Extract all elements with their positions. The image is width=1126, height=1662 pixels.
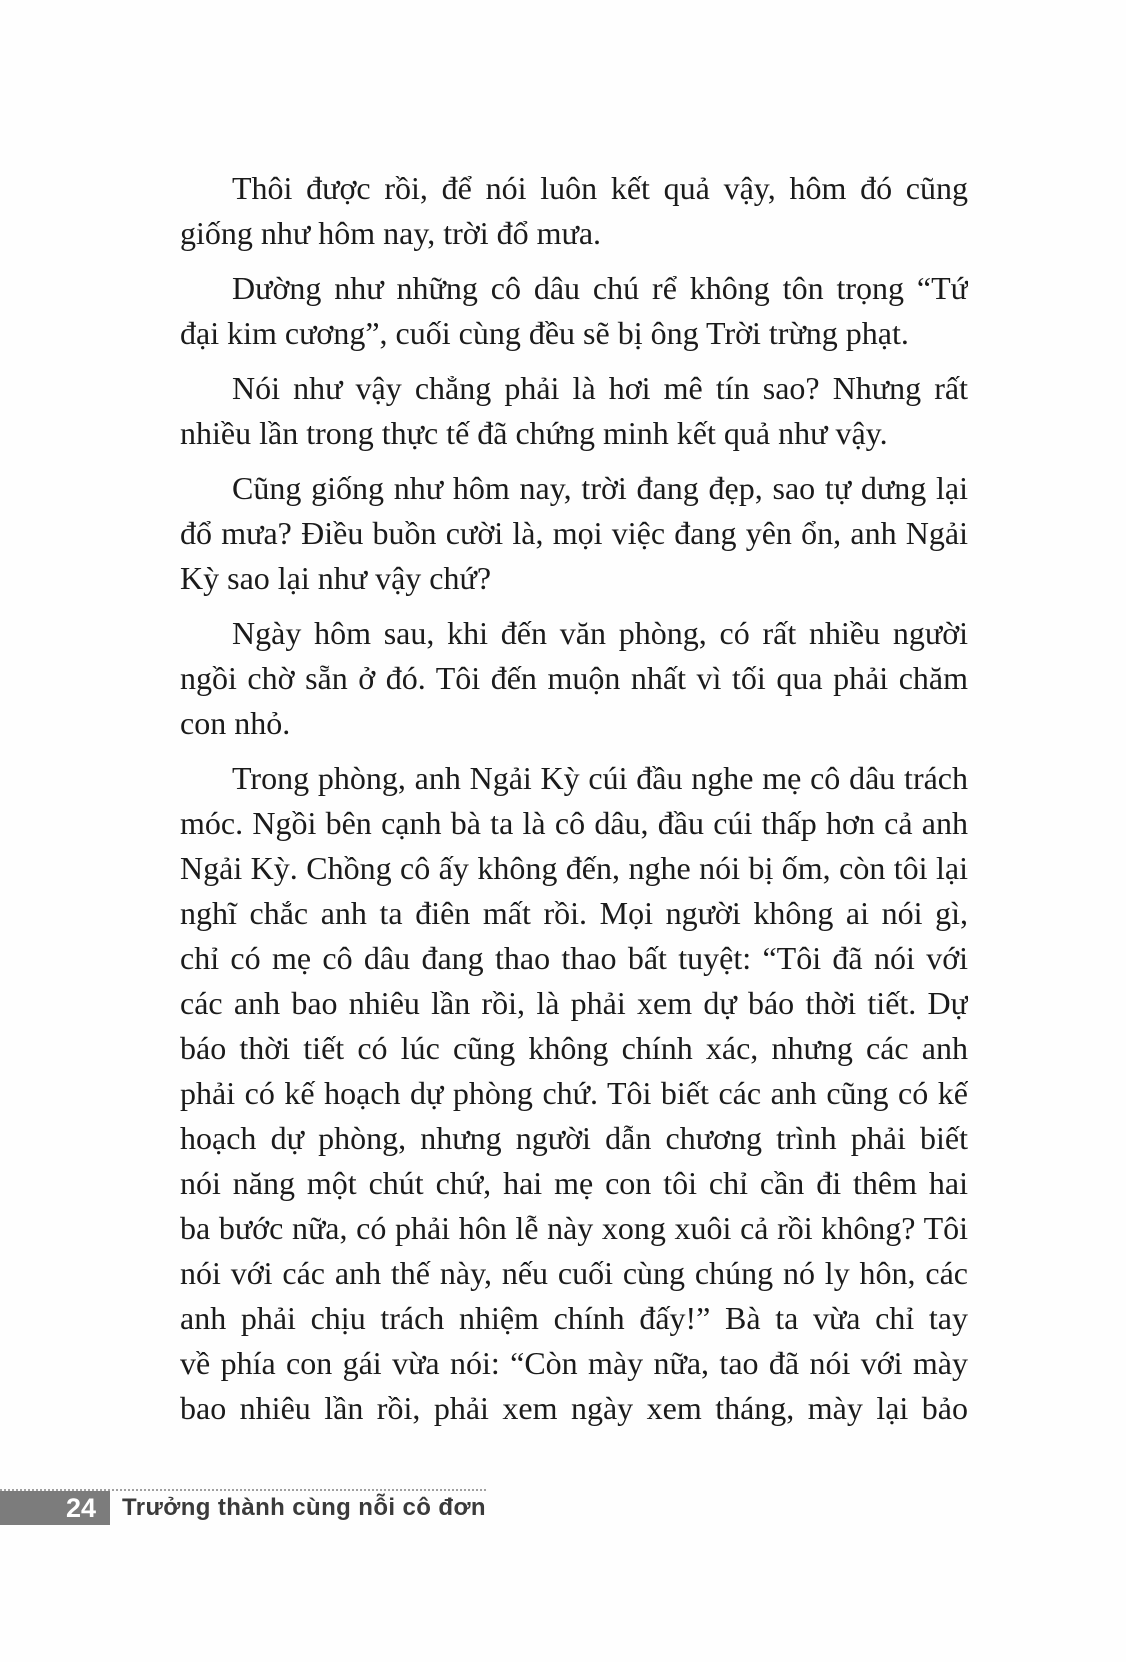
text-line: các anh bao nhiêu lần rồi, là phải xem dự báo thời tiết. Dự <box>180 985 968 1021</box>
text-line: Nói như vậy chẳng phải là hơi mê tín sao? Nhưng rất <box>232 370 968 406</box>
text-line: về phía con gái vừa nói: “Còn mày nữa, tao đã nói với mày <box>180 1345 968 1381</box>
paragraph <box>180 756 968 1431</box>
text-line: báo thời tiết có lúc cũng không chính xác, nhưng các anh <box>180 1030 968 1066</box>
text-line: ngồi chờ sẵn ở đó. Tôi đến muộn nhất vì tối qua phải chăm <box>180 660 968 696</box>
paragraph <box>180 266 968 356</box>
text-line: phải có kế hoạch dự phòng chứ. Tôi biết các anh cũng có kế <box>180 1075 968 1111</box>
page-footer <box>0 1489 486 1525</box>
text-line: Cũng giống như hôm nay, trời đang đẹp, sao tự dưng lại <box>232 470 968 506</box>
text-line: bao nhiêu lần rồi, phải xem ngày xem tháng, mày lại bảo <box>180 1390 968 1426</box>
text-line: đổ mưa? Điều buồn cười là, mọi việc đang yên ổn, anh Ngải <box>180 515 968 551</box>
text-line: nói với các anh thế này, nếu cuối cùng chúng nó ly hôn, các <box>180 1255 968 1291</box>
book-title: Trưởng thành cùng nỗi cô đơn <box>121 1494 486 1521</box>
text-line: Dường như những cô dâu chú rể không tôn trọng “Tứ <box>232 270 968 306</box>
page-number-badge <box>0 1491 110 1525</box>
paragraph <box>180 611 968 746</box>
text-line: hoạch dự phòng, nhưng người dẫn chương trình phải biết <box>180 1120 968 1156</box>
text-line: anh phải chịu trách nhiệm chính đấy!” Bà ta vừa chỉ tay <box>180 1300 968 1336</box>
text-line: Ngải Kỳ. Chồng cô ấy không đến, nghe nói bị ốm, còn tôi lại <box>180 850 968 886</box>
paragraph <box>180 166 968 256</box>
text-line: nhiều lần trong thực tế đã chứng minh kết quả như vậy. <box>180 415 888 451</box>
text-line: Ngày hôm sau, khi đến văn phòng, có rất nhiều người <box>232 615 968 651</box>
text-line: Trong phòng, anh Ngải Kỳ cúi đầu nghe mẹ cô dâu trách <box>232 760 968 796</box>
text-line: nói năng một chút chứ, hai mẹ con tôi chỉ cần đi thêm hai <box>180 1165 968 1201</box>
text-line: giống như hôm nay, trời đổ mưa. <box>180 215 602 251</box>
paragraph <box>180 366 968 456</box>
text-line: con nhỏ. <box>180 705 291 741</box>
text-line: chỉ có mẹ cô dâu đang thao thao bất tuyệt: “Tôi đã nói với <box>180 940 968 976</box>
page-number: 24 <box>65 1493 96 1523</box>
text-line: đại kim cương”, cuối cùng đều sẽ bị ông Trời trừng phạt. <box>180 315 909 351</box>
text-line: ba bước nữa, có phải hôn lễ này xong xuôi cả rồi không? Tôi <box>180 1210 968 1246</box>
text-line: móc. Ngồi bên cạnh bà ta là cô dâu, đầu cúi thấp hơn cả anh <box>180 805 968 841</box>
page-body-text <box>180 166 968 1431</box>
paragraph <box>180 466 968 601</box>
text-line: Thôi được rồi, để nói luôn kết quả vậy, hôm đó cũng <box>232 170 968 206</box>
text-line: nghĩ chắc anh ta điên mất rồi. Mọi người không ai nói gì, <box>180 895 968 931</box>
text-line: Kỳ sao lại như vậy chứ? <box>180 560 492 596</box>
